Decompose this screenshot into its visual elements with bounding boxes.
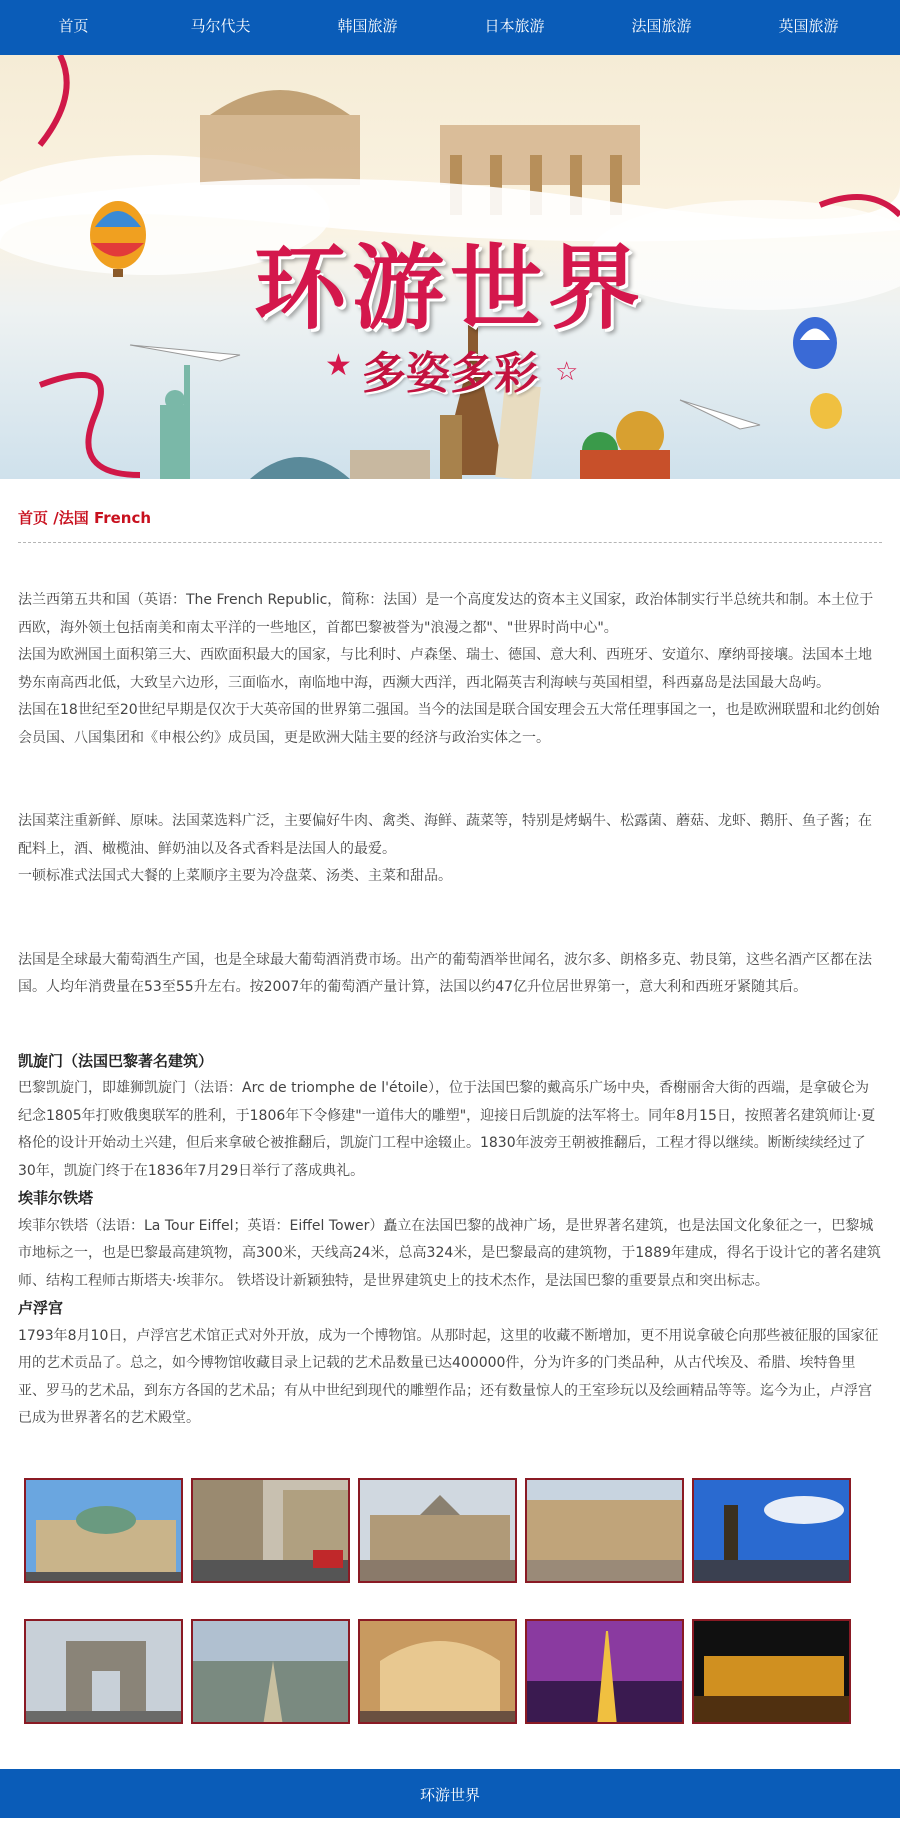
banner — [0, 55, 900, 479]
cuisine-paragraph: 法国菜注重新鲜、原味。法国菜选料广泛，主要偏好牛肉、禽类、海鲜、蔬菜等，特别是烤蜗牛、松露菌、蘑菇、龙虾、鹅肝、鱼子酱；在配料上，酒、橄榄油、鲜奶油以及各式香料是法国人的最爱。 — [18, 813, 872, 857]
gallery-hall-photo[interactable] — [358, 1619, 517, 1724]
breadcrumb-home-link[interactable]: 首页 — [18, 509, 49, 527]
cuisine-paragraph: 一顿标准式法国式大餐的上菜顺序主要为冷盘菜、汤类、主菜和甜品。 — [18, 868, 452, 884]
banner-subtitle: 多姿多彩 — [362, 348, 538, 399]
nav-france[interactable]: 法国旅游 — [631, 17, 692, 35]
top-nav — [0, 0, 900, 55]
breadcrumb-current: /法国 French — [48, 509, 152, 527]
street-photo[interactable] — [191, 1478, 350, 1583]
city-aerial-photo[interactable] — [191, 1619, 350, 1724]
landmark-paragraph: 巴黎凯旋门，即雄狮凯旋门（法语：Arc de triomphe de l'étoile），位于法国巴黎的戴高乐广场中央，香榭丽舍大街的西端，是拿破仑为纪念1805年打败俄奥联军的胜利，于1806年下令修建"一道伟大的雕塑"，迎接日后凯旋的法军将士。同年8月15日，按照著名建筑师让·夏格伦的设计开始动土兴建，但后来拿破仑被推翻后，凯旋门工程中途辍止。1830年波旁王朝被推翻后，工程才得以继续。断断续续经过了30年，凯旋门终于在1836年7月29日举行了落成典礼。 — [18, 1080, 876, 1179]
breadcrumb — [18, 507, 882, 543]
palace-photo[interactable] — [525, 1478, 684, 1583]
landmark-heading: 埃菲尔铁塔 — [18, 1189, 94, 1207]
landmark-heading: 凯旋门（法国巴黎著名建筑） — [18, 1051, 214, 1070]
nav-uk[interactable]: 英国旅游 — [778, 17, 839, 35]
landmark-paragraph: 埃菲尔铁塔（法语：La Tour Eiffel；英语：Eiffel Tower）矗立在法国巴黎的战神广场，是世界著名建筑，也是法国文化象征之一，巴黎城市地标之一，也是巴黎最高建筑物，高300米，天线高24米，总高324米，是巴黎最高的建筑物，于1889年建成，得名于设计它的著名建筑师、结构工程师古斯塔夫·埃菲尔。 铁塔设计新颖独特，是世界建筑史上的技术杰作，是法国巴黎的重要景点和突出标志。 — [18, 1217, 881, 1289]
intro-paragraph: 法国为欧洲国土面积第三大、西欧面积最大的国家，与比利时、卢森堡、瑞士、德国、意大利、西班牙、安道尔、摩纳哥接壤。法国本土地势东南高西北低，大致呈六边形，三面临水，南临地中海，西濒大西洋，西北隔英吉利海峡与英国相望，科西嘉岛是法国最大岛屿。 — [18, 647, 872, 691]
bridge-photo[interactable] — [692, 1478, 851, 1583]
opera-photo[interactable] — [24, 1478, 183, 1583]
landmark-paragraph: 1793年8月10日，卢浮宫艺术馆正式对外开放，成为一个博物馆。从那时起，这里的收藏不断增加，更不用说拿破仑向那些被征服的国家征用的艺术贡品了。总之，如今博物馆收藏目录上记载的艺术品数量已达400000件，分为许多的门类品种，从古代埃及、希腊、埃特鲁里亚、罗马的艺术品，到东方各国的艺术品；有从中世纪到现代的雕塑作品；还有数量惊人的王室珍玩以及绘画精品等等。迄今为止，卢浮宫已成为世界著名的艺术殿堂。 — [18, 1327, 879, 1426]
svg-text:☆: ☆ — [555, 357, 579, 387]
nav-korea[interactable]: 韩国旅游 — [337, 17, 398, 35]
louvre-night-photo[interactable] — [692, 1619, 851, 1724]
intro-paragraph: 法兰西第五共和国（英语：The French Republic，简称：法国）是一个高度发达的资本主义国家，政治体制实行半总统共和制。本土位于西欧，海外领土包括南美和南太平洋的一些地区，首都巴黎被誉为"浪漫之都"、"世界时尚中心"。 — [18, 592, 874, 636]
wine-paragraph: 法国是全球最大葡萄酒生产国，也是全球最大葡萄酒消费市场。出产的葡萄酒举世闻名，波尔多、朗格多克、勃艮第，这些名酒产区都在法国。人均年消费量在53至55升左右。按2007年的葡萄酒产量计算，法国以约47亿升位居世界第一，意大利和西班牙紧随其后。 — [18, 951, 872, 995]
article-content — [18, 587, 882, 1433]
arc-de-triomphe-photo[interactable] — [24, 1619, 183, 1724]
nav-home[interactable]: 首页 — [58, 17, 89, 35]
intro-paragraph: 法国在18世纪至20世纪早期是仅次于大英帝国的世界第二强国。当今的法国是联合国安理会五大常任理事国之一，也是欧洲联盟和北约创始会员国、八国集团和《申根公约》成员国，更是欧洲大陆主要的经济与政治实体之一。 — [18, 702, 880, 746]
eiffel-night-photo[interactable] — [525, 1619, 684, 1724]
svg-text:★: ★ — [325, 348, 352, 383]
banner-title: 环游世界 — [253, 235, 646, 342]
versailles-photo[interactable] — [358, 1478, 517, 1583]
nav-maldives[interactable]: 马尔代夫 — [190, 17, 251, 35]
nav-japan[interactable]: 日本旅游 — [484, 17, 545, 35]
footer: 环游世界 — [0, 1769, 900, 1818]
landmark-heading: 卢浮宫 — [18, 1299, 64, 1317]
